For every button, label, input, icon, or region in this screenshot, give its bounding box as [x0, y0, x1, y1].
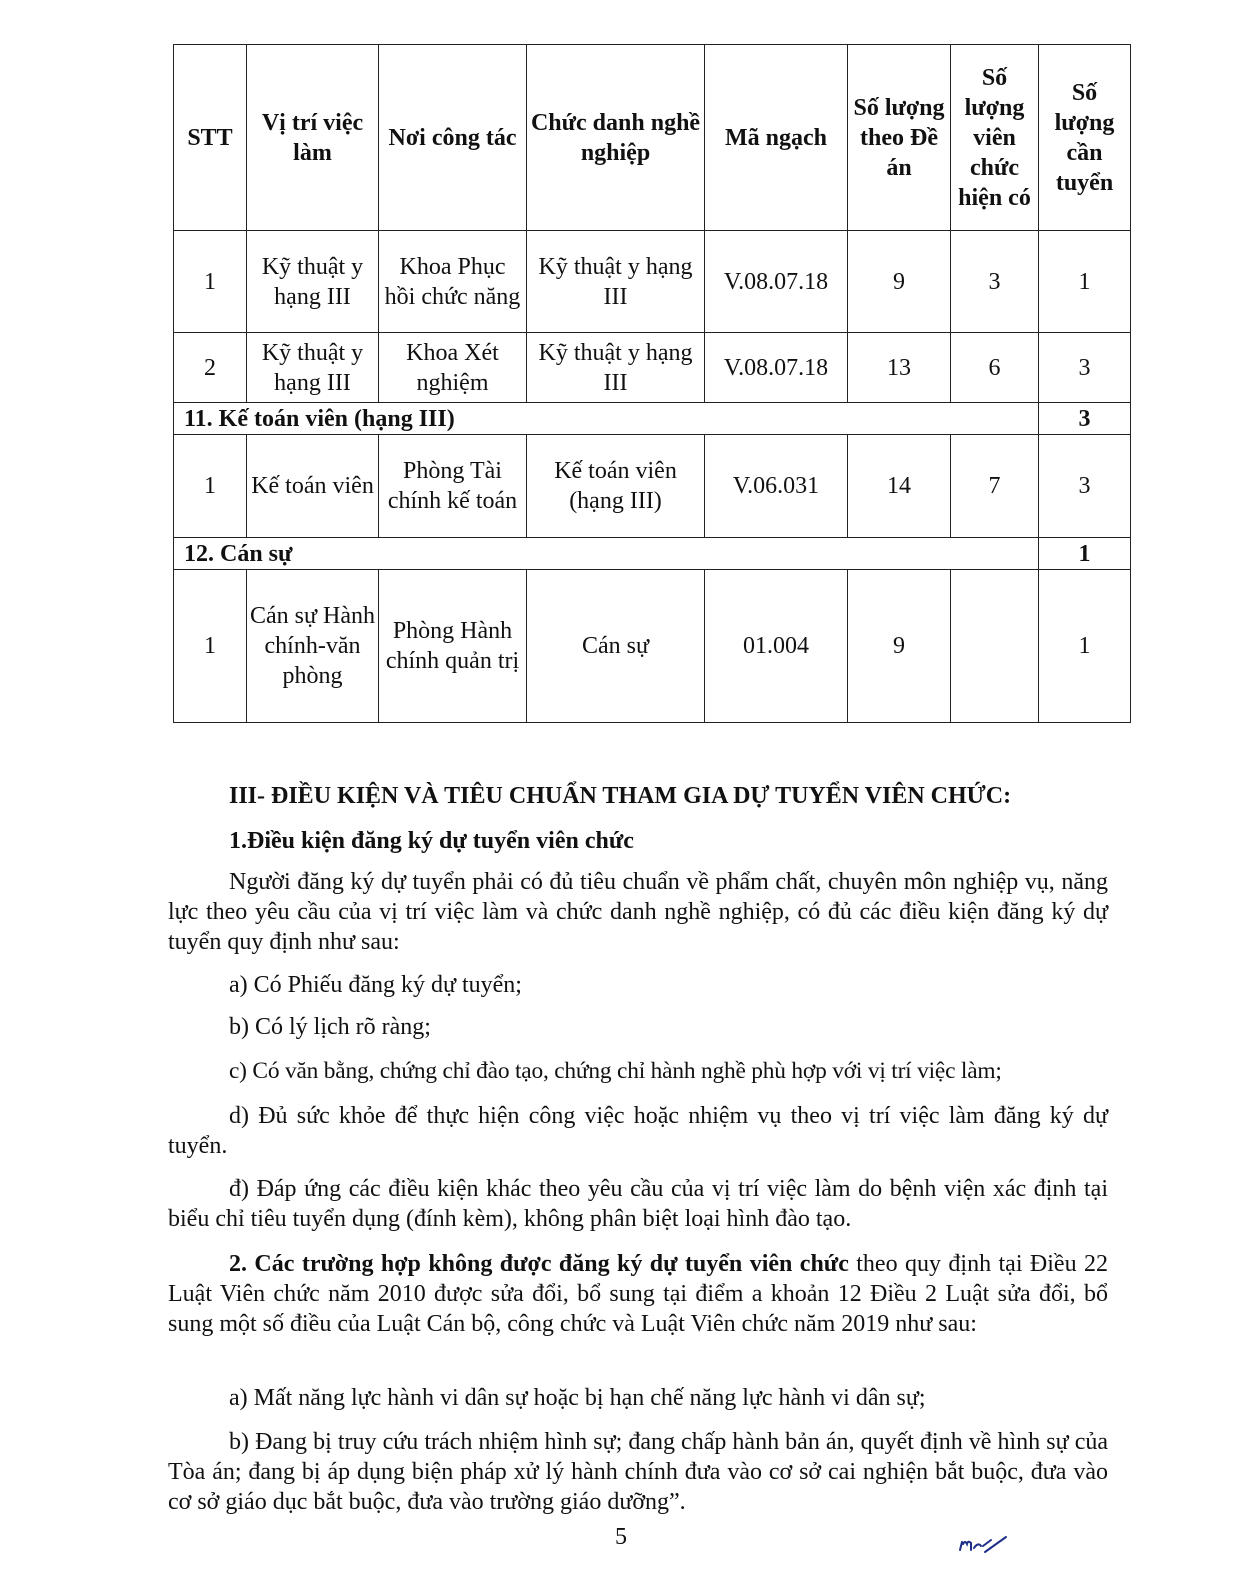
group-total: 1 — [1039, 538, 1131, 570]
section-heading: III- ĐIỀU KIỆN VÀ TIÊU CHUẨN THAM GIA DỰ TUYỂN VIÊN CHỨC: — [229, 783, 1012, 809]
cell-workplace: Khoa Xét nghiệm — [379, 333, 527, 403]
table-row — [174, 435, 1131, 538]
cell-needed: 1 — [1039, 231, 1131, 333]
cell-code: V.06.031 — [705, 435, 848, 538]
cell-position: Cán sự Hành chính-văn phòng — [247, 570, 379, 723]
subsection-heading-2: 2. Các trường hợp không được đăng ký dự tuyển viên chức — [229, 1251, 849, 1277]
cell-needed: 1 — [1039, 570, 1131, 723]
initials-signature — [957, 1530, 1009, 1560]
exclusions-text: theo quy định tại Điều 22 Luật Viên chức năm 2010 được sửa đổi, bổ sung tại điểm a khoản 12 Điều 2 Luật sửa đổi, bổ sung một số điều của Luật Cán bộ, công chức và Luật Viên chức năm 2019 như sau: — [168, 1251, 1108, 1337]
cell-stt: 2 — [174, 333, 247, 403]
exclusion-a: a) Mất năng lực hành vi dân sự hoặc bị hạn chế năng lực hành vi dân sự; — [229, 1385, 926, 1411]
cell-needed: 3 — [1039, 333, 1131, 403]
item-b: b) Có lý lịch rõ ràng; — [229, 1014, 431, 1040]
cell-code: 01.004 — [705, 570, 848, 723]
cell-stt: 1 — [174, 435, 247, 538]
header-needed: Số lượng cần tuyển — [1039, 45, 1131, 231]
group-row-accountant — [174, 403, 1131, 435]
paragraph-intro: Người đăng ký dự tuyển phải có đủ tiêu chuẩn về phẩm chất, chuyên môn nghiệp vụ, năng lực theo yêu cầu của vị trí việc làm và chức danh nghề nghiệp, có đủ các điều kiện đăng ký dự tuyển quy định như sau: — [168, 869, 1108, 955]
header-stt: STT — [174, 45, 247, 231]
exclusion-b: b) Đang bị truy cứu trách nhiệm hình sự; đang chấp hành bản án, quyết định về hình sự của Tòa án; đang bị áp dụng biện pháp xử lý hành chính đưa vào cơ sở cai nghiện bắt buộc, đưa vào cơ sở giáo dục bắt buộc, đưa vào trường giáo dưỡng”. — [168, 1429, 1108, 1515]
group-row-staff — [174, 538, 1131, 570]
cell-current: 6 — [951, 333, 1039, 403]
header-current: Số lượng viên chức hiện có — [951, 45, 1039, 231]
group-total: 3 — [1039, 403, 1131, 435]
cell-current: 7 — [951, 435, 1039, 538]
group-title: 12. Cán sự — [174, 538, 1039, 570]
cell-title: Kỹ thuật y hạng III — [527, 231, 705, 333]
cell-title: Kế toán viên (hạng III) — [527, 435, 705, 538]
header-position: Vị trí việc làm — [247, 45, 379, 231]
group-title: 11. Kế toán viên (hạng III) — [174, 403, 1039, 435]
paragraph-exclusions — [168, 1249, 1108, 1339]
item-d: d) Đủ sức khỏe để thực hiện công việc hoặc nhiệm vụ theo vị trí việc làm đăng ký dự tuyển. — [168, 1103, 1108, 1159]
cell-code: V.08.07.18 — [705, 231, 848, 333]
cell-needed: 3 — [1039, 435, 1131, 538]
cell-title: Kỹ thuật y hạng III — [527, 333, 705, 403]
page-number: 5 — [615, 1524, 627, 1550]
cell-title: Cán sự — [527, 570, 705, 723]
header-code: Mã ngạch — [705, 45, 848, 231]
cell-stt: 1 — [174, 570, 247, 723]
cell-workplace: Khoa Phục hồi chức năng — [379, 231, 527, 333]
item-dd: đ) Đáp ứng các điều kiện khác theo yêu cầu của vị trí việc làm do bệnh viện xác định tại biểu chỉ tiêu tuyển dụng (đính kèm), không phân biệt loại hình đào tạo. — [168, 1176, 1108, 1232]
table-row — [174, 570, 1131, 723]
header-workplace: Nơi công tác — [379, 45, 527, 231]
cell-position: Kỹ thuật y hạng III — [247, 333, 379, 403]
subsection-heading-1: 1.Điều kiện đăng ký dự tuyển viên chức — [229, 828, 634, 854]
table-header-row — [174, 45, 1131, 231]
cell-current: 3 — [951, 231, 1039, 333]
cell-code: V.08.07.18 — [705, 333, 848, 403]
cell-planned: 14 — [848, 435, 951, 538]
header-title: Chức danh nghề nghiệp — [527, 45, 705, 231]
cell-planned: 9 — [848, 570, 951, 723]
header-planned: Số lượng theo Đề án — [848, 45, 951, 231]
table-row — [174, 231, 1131, 333]
cell-current — [951, 570, 1039, 723]
cell-stt: 1 — [174, 231, 247, 333]
cell-position: Kỹ thuật y hạng III — [247, 231, 379, 333]
cell-planned: 9 — [848, 231, 951, 333]
cell-workplace: Phòng Hành chính quản trị — [379, 570, 527, 723]
table-row — [174, 333, 1131, 403]
cell-workplace: Phòng Tài chính kế toán — [379, 435, 527, 538]
item-c: c) Có văn bằng, chứng chỉ đào tạo, chứng chỉ hành nghề phù hợp với vị trí việc làm; — [229, 1058, 1002, 1084]
cell-position: Kế toán viên — [247, 435, 379, 538]
cell-planned: 13 — [848, 333, 951, 403]
item-a: a) Có Phiếu đăng ký dự tuyển; — [229, 972, 522, 998]
recruitment-table — [173, 44, 1131, 723]
